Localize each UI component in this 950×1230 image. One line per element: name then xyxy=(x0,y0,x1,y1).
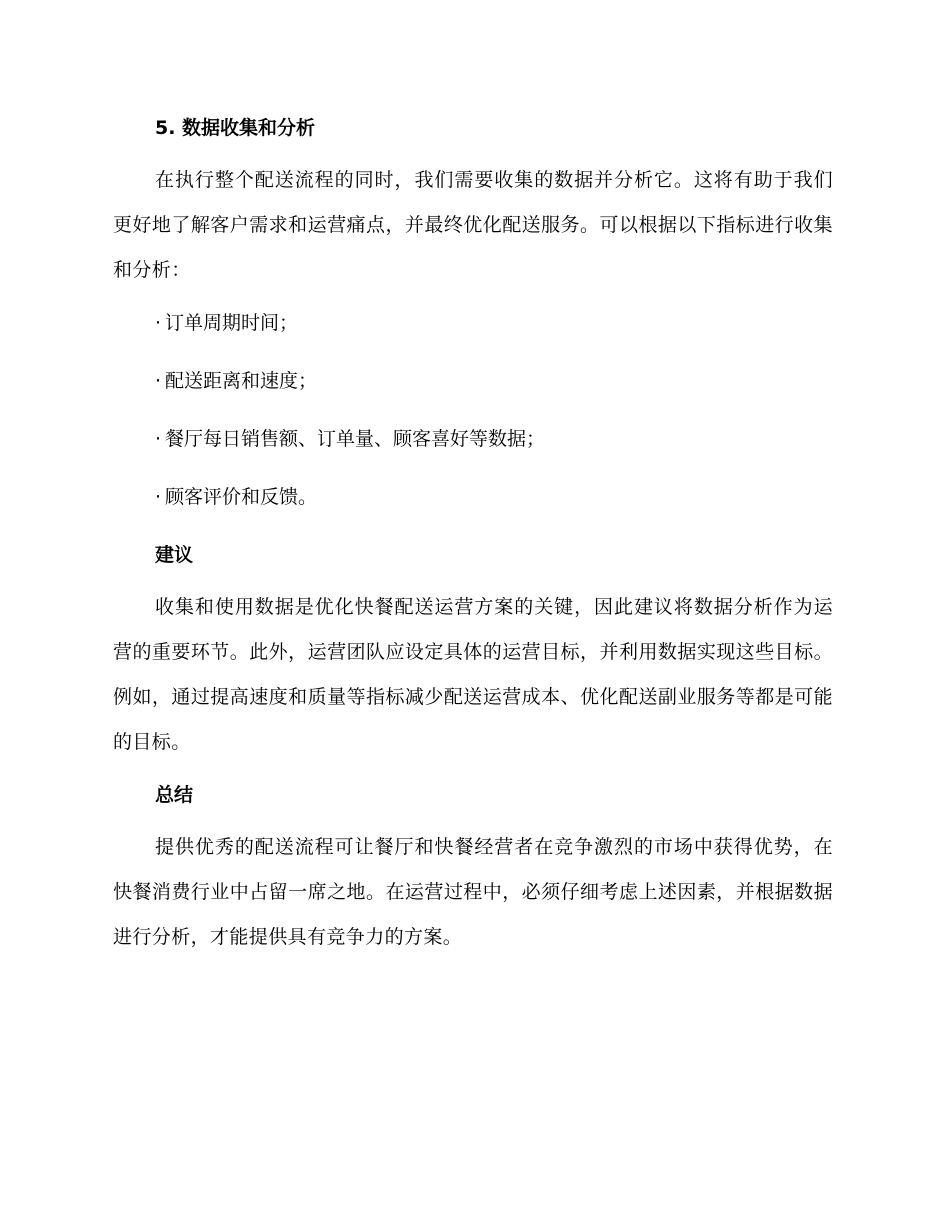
bullet-mark: · xyxy=(155,428,162,450)
bullet-mark: · xyxy=(155,370,162,392)
bullet-text: 配送距离和速度； xyxy=(165,370,318,392)
bullet-item xyxy=(113,477,833,517)
section-heading-data-analysis: 5. 数据收集和分析 xyxy=(155,117,316,139)
bullet-mark: · xyxy=(155,312,162,334)
section-heading-summary: 总结 xyxy=(155,784,194,806)
bullet-item xyxy=(113,303,833,343)
section-heading-suggestion: 建议 xyxy=(155,544,194,566)
paragraph-summary: 提供优秀的配送流程可让餐厅和快餐经营者在竞争激烈的市场中获得优势，在快餐消费行业中占留一席之地。在运营过程中，必须仔细考虑上述因素，并根据数据进行分析，才能提供具有竞争力的方案。 xyxy=(113,836,833,948)
bullet-text: 餐厅每日销售额、订单量、顾客喜好等数据； xyxy=(165,428,546,450)
bullet-mark: · xyxy=(155,486,162,508)
document-content xyxy=(113,108,833,970)
bullet-item xyxy=(113,419,833,459)
bullet-text: 订单周期时间； xyxy=(165,312,299,334)
bullet-item xyxy=(113,361,833,401)
paragraph-suggestion: 收集和使用数据是优化快餐配送运营方案的关键，因此建议将数据分析作为运营的重要环节。此外，运营团队应设定具体的运营目标，并利用数据实现这些目标。例如，通过提高速度和质量等指标减少配送运营成本、优化配送副业服务等都是可能的目标。 xyxy=(113,596,833,753)
bullet-text: 顾客评价和反馈。 xyxy=(165,486,318,508)
paragraph-data-analysis: 在执行整个配送流程的同时，我们需要收集的数据并分析它。这将有助于我们更好地了解客户需求和运营痛点，并最终优化配送服务。可以根据以下指标进行收集和分析： xyxy=(113,169,833,281)
